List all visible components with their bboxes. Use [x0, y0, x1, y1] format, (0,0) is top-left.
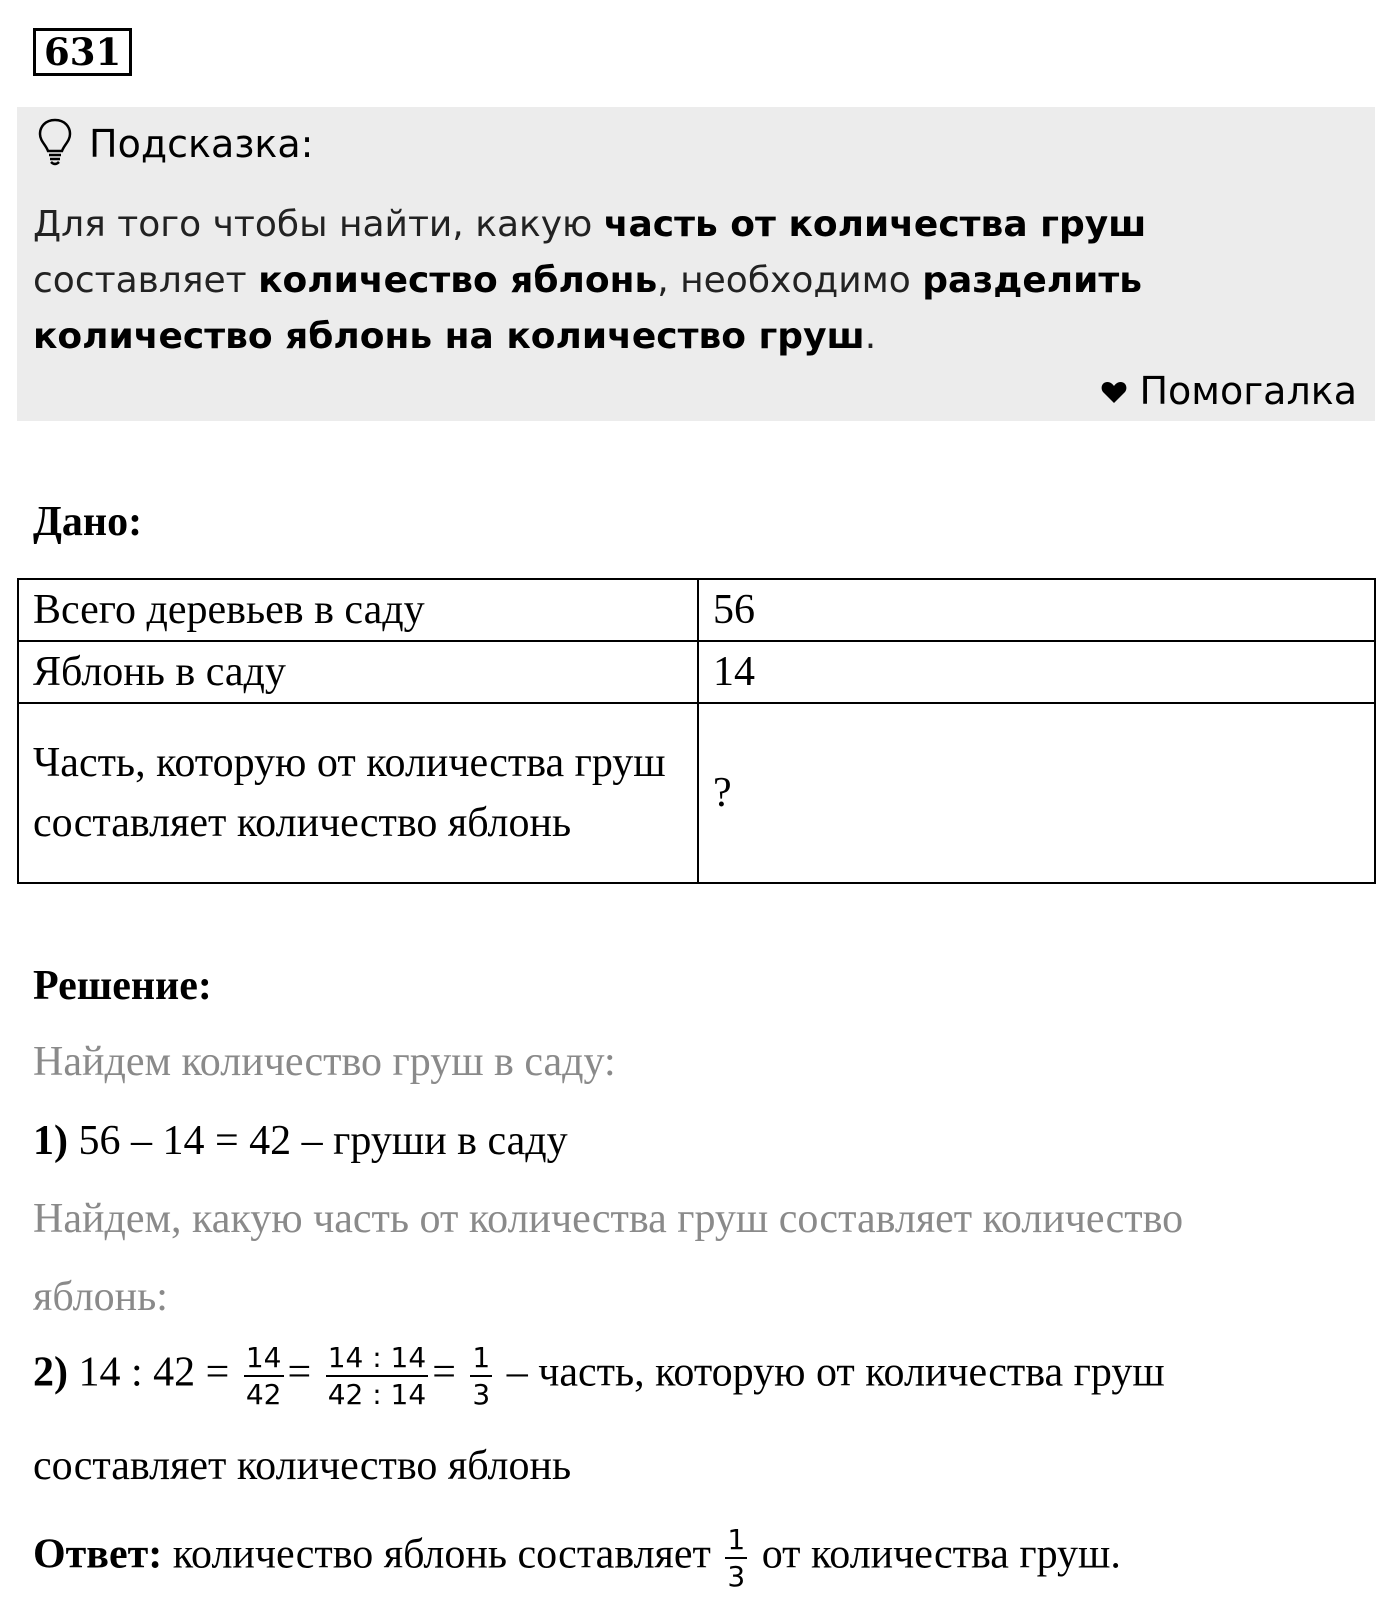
step2-line2: составляет количество яблонь: [33, 1443, 572, 1489]
hint-segment: .: [864, 316, 877, 357]
hint-title: [37, 117, 313, 171]
hint-box: [17, 107, 1375, 421]
fraction-denominator: 3: [727, 1560, 746, 1593]
fraction: [326, 1340, 429, 1412]
answer-fraction: [725, 1522, 747, 1594]
fraction-denominator: 42: [245, 1378, 282, 1411]
step2-tail: – часть, которую от количества груш: [506, 1349, 1165, 1396]
table-row: [18, 641, 1375, 703]
given-value: ?: [698, 703, 1375, 883]
lightbulb-icon: [37, 117, 73, 171]
fraction: [244, 1340, 284, 1412]
given-label: Часть, которую от количества груш составляет количество яблонь: [18, 703, 698, 883]
brand-name: Помогалка: [1139, 369, 1357, 413]
step2-expr: 14 : 42 =: [78, 1349, 230, 1396]
hint-title-text: Подсказка:: [89, 122, 314, 166]
step1: [33, 1117, 568, 1165]
step1-intro: Найдем количество груш в саду:: [33, 1039, 616, 1085]
step1-number: 1): [33, 1118, 68, 1164]
given-table: [17, 578, 1376, 884]
step2-intro-line2: яблонь:: [33, 1274, 168, 1320]
hint-segment: , необходимо: [657, 260, 923, 301]
answer-text-after: от количества груш.: [761, 1531, 1121, 1578]
hint-segment: Для того чтобы найти, какую: [33, 204, 604, 245]
given-value: 56: [698, 579, 1375, 641]
fraction-numerator: 14: [244, 1340, 284, 1377]
fraction-numerator: 1: [725, 1522, 747, 1559]
step2-number: 2): [33, 1349, 68, 1396]
heart-icon: [1101, 369, 1139, 413]
equals-sign: =: [287, 1349, 312, 1396]
answer-text-before: количество яблонь составляет: [172, 1531, 711, 1578]
fraction-numerator: 1: [470, 1340, 492, 1377]
equals-sign: =: [432, 1349, 456, 1396]
solution-heading: Решение:: [33, 963, 212, 1009]
given-value: 14: [698, 641, 1375, 703]
hint-segment: составляет: [33, 260, 259, 301]
answer: [33, 1522, 1121, 1594]
hint-emphasis: количество яблонь: [258, 260, 658, 301]
hint-emphasis: разделить количество яблонь на количество груш: [33, 260, 1142, 357]
brand: [1101, 369, 1357, 413]
table-row: [18, 703, 1375, 883]
problem-number: 631: [33, 28, 132, 76]
table-row: [18, 579, 1375, 641]
step2-intro-line1: Найдем, какую часть от количества груш составляет количество: [33, 1196, 1184, 1242]
given-heading: Дано:: [33, 499, 143, 545]
fraction-denominator: 3: [472, 1378, 491, 1411]
given-label: Всего деревьев в саду: [18, 579, 698, 641]
answer-label: Ответ:: [33, 1531, 163, 1578]
given-label: Яблонь в саду: [18, 641, 698, 703]
fraction-numerator: 14 : 14: [326, 1340, 429, 1377]
hint-text: [33, 197, 1363, 365]
hint-emphasis: часть от количества груш: [603, 204, 1147, 245]
fraction: [470, 1340, 492, 1412]
step2: [33, 1340, 1165, 1412]
step1-text: 56 – 14 = 42 – груши в саду: [78, 1118, 568, 1164]
fraction-denominator: 42 : 14: [327, 1378, 427, 1411]
